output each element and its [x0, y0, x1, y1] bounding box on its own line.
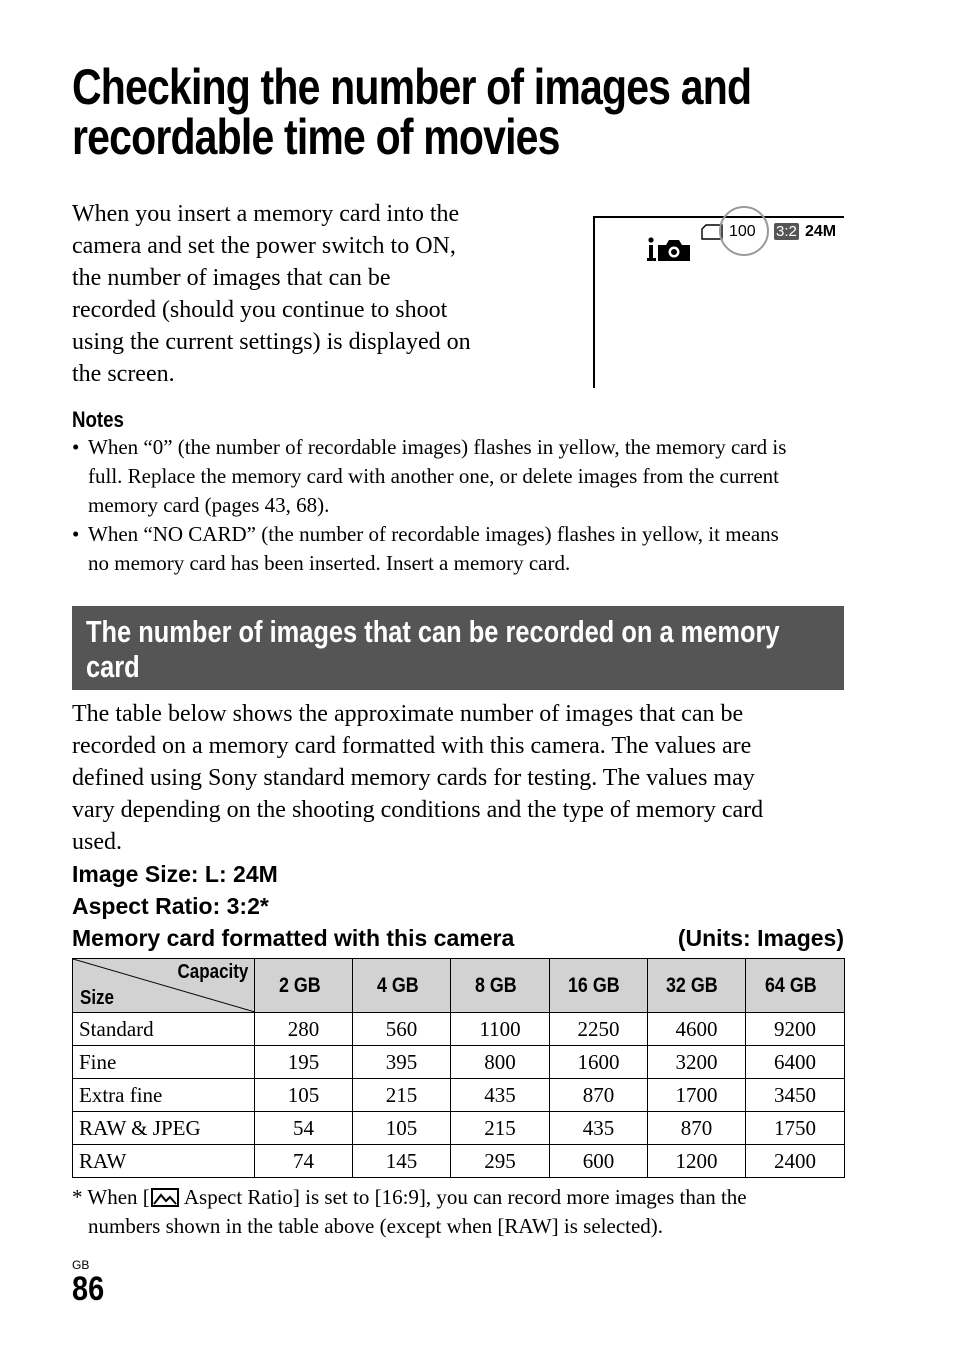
- table-cell: 280: [255, 1013, 353, 1046]
- footnote-prefix: * When [: [72, 1185, 150, 1209]
- intelligent-auto-camera-icon: [647, 236, 693, 262]
- intro-line: camera and set the power switch to ON,: [72, 233, 456, 259]
- table-intro-line: vary depending on the shooting conditions and the type of memory card: [72, 797, 764, 823]
- row-label: RAW: [73, 1145, 255, 1178]
- note-item: [72, 520, 844, 578]
- section-title: [86, 614, 780, 684]
- column-header: 16 GB: [550, 959, 648, 1013]
- table-footnote: [72, 1183, 844, 1241]
- table-cell: 1200: [648, 1145, 746, 1178]
- table-cell: 295: [451, 1145, 550, 1178]
- row-label: Fine: [73, 1046, 255, 1079]
- column-header: 4 GB: [353, 959, 451, 1013]
- bullet: •: [72, 435, 80, 459]
- notes-heading: Notes: [72, 407, 124, 432]
- recordable-images-table: [72, 958, 845, 1178]
- aspect-ratio-badge: 3:2: [776, 223, 797, 240]
- note-item: [72, 433, 844, 520]
- intro-line: the screen.: [72, 361, 175, 387]
- table-cell: 74: [255, 1145, 353, 1178]
- table-cell: 600: [550, 1145, 648, 1178]
- table-cell: 2250: [550, 1013, 648, 1046]
- image-size-spec: Image Size: L: 24M: [72, 861, 278, 887]
- intro-line: the number of images that can be: [72, 265, 391, 291]
- intro-paragraph: [72, 198, 512, 390]
- bullet: •: [72, 522, 80, 546]
- column-header: 32 GB: [648, 959, 746, 1013]
- table-cell: 1750: [746, 1112, 845, 1145]
- table-cell: 105: [255, 1079, 353, 1112]
- table-intro-line: recorded on a memory card formatted with this camera. The values are: [72, 733, 752, 759]
- page-number: 86: [72, 1270, 105, 1308]
- table-cell: 1600: [550, 1046, 648, 1079]
- note-line: full. Replace the memory card with another one, or delete images from the current: [88, 464, 779, 488]
- table-intro-line: The table below shows the approximate number of images that can be: [72, 701, 744, 727]
- intro-line: When you insert a memory card into the: [72, 201, 460, 227]
- table-cell: 395: [353, 1046, 451, 1079]
- card-format-spec: Memory card formatted with this camera: [72, 925, 515, 951]
- section-title-line: The number of images that can be recorded on a memory: [86, 614, 780, 649]
- page-title-line: recordable time of movies: [72, 109, 560, 165]
- table-cell: 6400: [746, 1046, 845, 1079]
- table-row: [73, 1079, 845, 1112]
- section-title-line: card: [86, 649, 140, 684]
- table-cell: 435: [451, 1079, 550, 1112]
- notes-list: [72, 433, 844, 578]
- table-cell: 54: [255, 1112, 353, 1145]
- note-line: memory card (pages 43, 68).: [88, 493, 330, 517]
- table-cell: 145: [353, 1145, 451, 1178]
- table-header-row: [73, 959, 845, 1013]
- table-cell: 1700: [648, 1079, 746, 1112]
- table-cell: 870: [648, 1112, 746, 1145]
- page-title-line: Checking the number of images and: [72, 59, 752, 115]
- size-header: Size: [80, 987, 115, 1009]
- table-cell: 215: [451, 1112, 550, 1145]
- table-cell: 560: [353, 1013, 451, 1046]
- column-header: 2 GB: [255, 959, 353, 1013]
- table-cell: 215: [353, 1079, 451, 1112]
- footnote-line: [72, 1183, 844, 1212]
- column-header: 8 GB: [451, 959, 550, 1013]
- table-cell: 800: [451, 1046, 550, 1079]
- row-label: RAW & JPEG: [73, 1112, 255, 1145]
- table-cell: 435: [550, 1112, 648, 1145]
- page-title: [72, 59, 752, 165]
- intro-line: recorded (should you continue to shoot: [72, 297, 448, 323]
- table-row: [73, 1112, 845, 1145]
- table-cell: 870: [550, 1079, 648, 1112]
- table-cell: 105: [353, 1112, 451, 1145]
- table-row: [73, 1145, 845, 1178]
- table-intro-paragraph: [72, 698, 844, 858]
- row-label: Extra fine: [73, 1079, 255, 1112]
- table-cell: 9200: [746, 1013, 845, 1046]
- page-language-code: GB: [72, 1258, 90, 1272]
- camera-screen-illustration: [593, 216, 844, 388]
- table-cell: 2400: [746, 1145, 845, 1178]
- table-cell: 3200: [648, 1046, 746, 1079]
- footnote-text: Aspect Ratio] is set to [16:9], you can record more images than the: [179, 1185, 747, 1209]
- note-line: no memory card has been inserted. Insert a memory card.: [88, 551, 571, 575]
- note-line: When “0” (the number of recordable images) flashes in yellow, the memory card is: [88, 435, 787, 459]
- units-label: (Units: Images): [677, 925, 844, 951]
- table-row: [73, 1046, 845, 1079]
- table-cell: 4600: [648, 1013, 746, 1046]
- remaining-shots-count: 100: [729, 223, 756, 240]
- table-cell: 195: [255, 1046, 353, 1079]
- table-intro-line: used.: [72, 829, 122, 855]
- section-header: [72, 606, 844, 690]
- image-size-label: 24M: [805, 223, 837, 240]
- table-intro-line: defined using Sony standard memory cards for testing. The values may: [72, 765, 755, 791]
- table-row: [73, 1013, 845, 1046]
- capacity-header: Capacity: [177, 961, 248, 983]
- note-line: When “NO CARD” (the number of recordable images) flashes in yellow, it means: [88, 522, 779, 546]
- table-cell: 3450: [746, 1079, 845, 1112]
- table-cell: 1100: [451, 1013, 550, 1046]
- column-header: 64 GB: [746, 959, 845, 1013]
- footnote-line: numbers shown in the table above (except when [RAW] is selected).: [88, 1214, 664, 1238]
- aspect-ratio-spec: Aspect Ratio: 3:2*: [72, 893, 269, 919]
- aspect-ratio-icon: [150, 1186, 180, 1208]
- table-corner-cell: [73, 959, 255, 1013]
- row-label: Standard: [73, 1013, 255, 1046]
- intro-line: using the current settings) is displayed on: [72, 329, 471, 355]
